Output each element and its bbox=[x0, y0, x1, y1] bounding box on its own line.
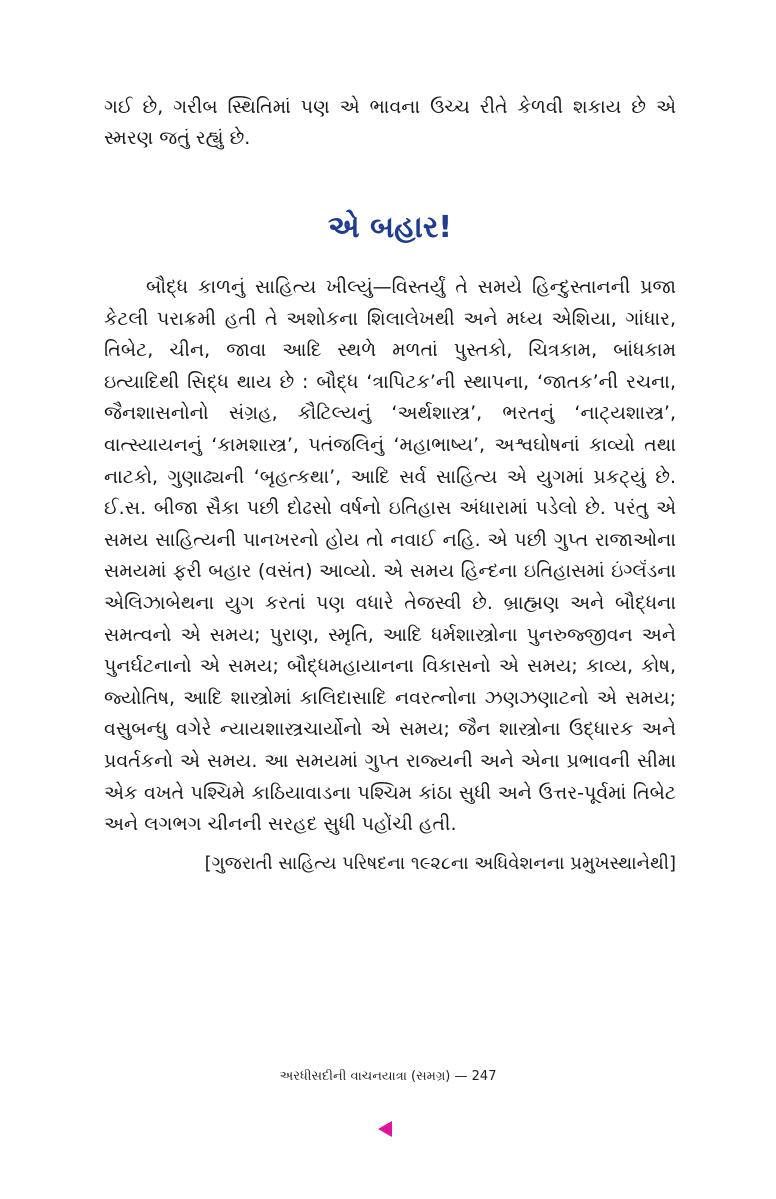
section-heading: એ બહાર! bbox=[327, 210, 453, 245]
page-footer bbox=[0, 1068, 776, 1086]
previous-page-arrow-icon[interactable] bbox=[378, 1121, 392, 1137]
footer-book-title: અરધીસદીની વાચનયાત્રા (સમગ્ર) bbox=[279, 1069, 451, 1084]
footer-separator: — bbox=[454, 1069, 468, 1084]
continuation-text: ગઈ છે, ગરીબ સ્થિતિમાં પણ એ ભાવના ઉચ્ચ રીતે કેળવી શકાય છે એ સ્મરણ જતું રહ્યું છે. bbox=[104, 96, 676, 149]
body-paragraph: બૌદ્ધ કાળનું સાહિત્ય ખીલ્યું—વિસ્તર્યું તે સમયે હિન્દુસ્તાનની પ્રજા કેટલી પરાક્રમી હતી તે અશોકના શિલાલેખથી અને મધ્ય એશિયા, ગાંધાર, તિબેટ, ચીન, જાવા આદિ સ્થળે મળતાં પુસ્તકો, ચિત્રકામ, બાંધકામ ઇત્યાદિથી સિદ્ધ થાય છે : બૌદ્ધ ‘ત્રાપિટક’ની સ્થાપના, ‘જાતક’ની રચના, જૈનશાસનોનો સંગ્રહ, કૌટિલ્યનું ‘અર્થશાસ્ત્ર’, ભરતનું ‘નાટ્યશાસ્ત્ર’, વાત્સ્યાયનનું ‘કામશાસ્ત્ર’, પતંજલિનું ‘મહાભાષ્ય’, અશ્વઘોષનાં કાવ્યો તથા નાટકો, ગુણાઢ્યની ‘બૃહત્કથા’, આદિ સર્વ સાહિત્ય એ યુગમાં પ્રકટ્યું છે. ઈ.સ. બીજા સૈકા પછી દોઢસો વર્ષનો ઇતિહાસ અંધારામાં પડેલો છે. પરંતુ એ સમય સાહિત્યની પાનખરનો હોય તો નવાઈ નહિ. એ પછી ગુપ્ત રાજાઓના સમયમાં ફરી બહાર (વસંત) આવ્યો. એ સમય હિન્દના ઇતિહાસમાં ઇંગ્લૅંડના એલિઝાબેથના યુગ કરતાં પણ વધારે તેજસ્વી છે. બ્રાહ્મણ અને બૌદ્ધના સમત્વનો એ સમય; પુરાણ, સ્મૃતિ, આદિ ધર્મશાસ્ત્રોના પુનરુજ્જીવન અને પુનર્ઘટનાનો એ સમય; બૌદ્ધમહાયાનના વિકાસનો એ સમય; કાવ્ય, કોષ, જ્યોતિષ, આદિ શાસ્ત્રોમાં કાલિદાસાદિ નવરત્નોના ઝણઝણાટનો એ સમય; વસુબન્ધુ વગેરે ન્યાયશાસ્ત્રચાર્યોનો એ સમય; જૈન શાસ્ત્રોના ઉદ્ધારક અને પ્રવર્તકનો એ સમય. આ સમયમાં ગુપ્ત રાજ્યની અને એના પ્રભાવની સીમા એક વખતે પશ્ચિમે કાઠિયાવાડના પશ્ચિમ કાંઠા સુધી અને ઉત્તર-પૂર્વમાં તિબેટ અને લગભગ ચીનની સરહદ સુધી પહોંચી હતી. bbox=[104, 276, 676, 836]
source-citation: [ગુજરાતી સાહિત્ય પરિષદના ૧૯૨૮ના અધિવેશનના પ્રમુખસ્થાનેથી] bbox=[204, 852, 676, 874]
footer-page-number: 247 bbox=[471, 1069, 497, 1084]
page-content bbox=[104, 92, 676, 879]
